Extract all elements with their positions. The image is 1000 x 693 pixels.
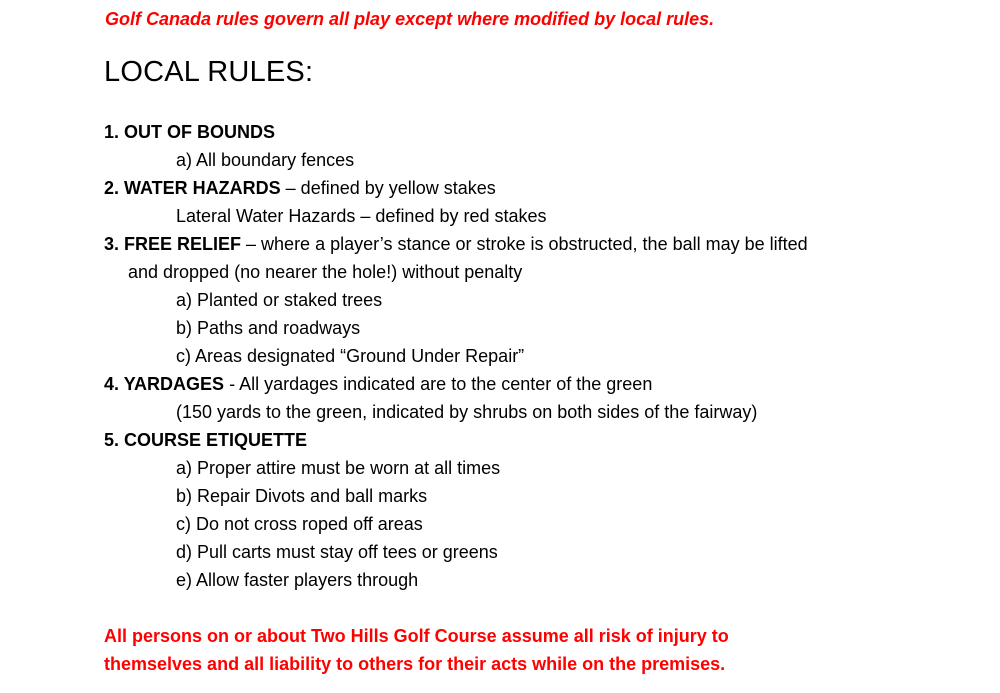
rule-course-etiquette	[104, 426, 964, 454]
rule-item: a) All boundary fences	[176, 150, 355, 170]
rule-description: - All yardages indicated are to the center of the green	[224, 374, 653, 394]
rule-out-of-bounds	[104, 118, 964, 146]
rule-item: a) Proper attire must be worn at all times	[176, 458, 501, 478]
rule-yardages	[104, 370, 964, 398]
rule-item: e) Allow faster players through	[176, 570, 419, 590]
rule-title: 1. OUT OF BOUNDS	[104, 122, 276, 142]
disclaimer-line: All persons on or about Two Hills Golf Course assume all risk of injury to	[104, 626, 729, 646]
rule-description-continued: and dropped (no nearer the hole!) without penalty	[128, 262, 523, 282]
rule-item: c) Areas designated “Ground Under Repair”	[176, 346, 525, 366]
rule-item: a) Planted or staked trees	[176, 290, 383, 310]
rule-water-hazards	[104, 174, 964, 202]
rule-title: 4. YARDAGES	[104, 374, 225, 394]
rule-item: d) Pull carts must stay off tees or greens	[176, 542, 498, 562]
liability-disclaimer	[104, 622, 729, 678]
disclaimer-line: themselves and all liability to others for their acts while on the premises.	[104, 654, 726, 674]
rule-description: – where a player’s stance or stroke is obstructed, the ball may be lifted	[241, 234, 808, 254]
rule-item: (150 yards to the green, indicated by shrubs on both sides of the fairway)	[176, 402, 758, 422]
rule-title: 5. COURSE ETIQUETTE	[104, 430, 308, 450]
rule-item: Lateral Water Hazards – defined by red stakes	[176, 206, 547, 226]
rule-description: – defined by yellow stakes	[280, 178, 496, 198]
rule-item: c) Do not cross roped off areas	[176, 514, 423, 534]
golf-canada-note: Golf Canada rules govern all play except where modified by local rules.	[105, 9, 715, 29]
rule-title: 2. WATER HAZARDS	[104, 178, 281, 198]
rule-item: b) Repair Divots and ball marks	[176, 486, 428, 506]
rules-list	[104, 118, 964, 594]
page-title: LOCAL RULES:	[104, 56, 314, 88]
rule-free-relief	[104, 230, 964, 258]
rule-title: 3. FREE RELIEF	[104, 234, 242, 254]
rule-item: b) Paths and roadways	[176, 318, 361, 338]
